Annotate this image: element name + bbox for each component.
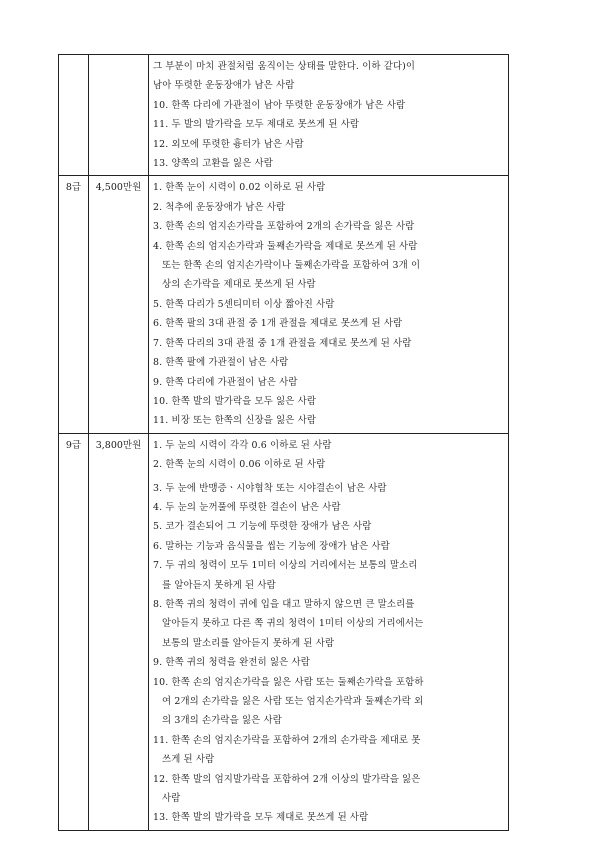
description-line: 13. 양쪽의 고환을 잃은 사람 bbox=[153, 158, 273, 170]
description-line: 2. 한쪽 눈의 시력이 0.06 이하로 된 사람 bbox=[153, 459, 326, 471]
description-line: 3. 한쪽 손의 엄지손가락을 포함하여 2개의 손가락을 잃은 사람 bbox=[153, 221, 415, 233]
description-line: 7. 한쪽 다리의 3대 관절 중 1개 관절을 제대로 못쓰게 된 사람 bbox=[153, 337, 412, 349]
description-line: 또는 한쪽 손의 엄지손가락이나 둘째손가락을 포함하여 3개 이 bbox=[162, 260, 421, 272]
table-row bbox=[59, 176, 509, 433]
description-line: 보통의 말소리를 알아듣지 못하게 된 사람 bbox=[162, 637, 335, 649]
description-line: 13. 한쪽 발의 발가락을 모두 제대로 못쓰게 된 사람 bbox=[153, 812, 369, 824]
description-line: 4. 한쪽 손의 엄지손가락과 둘째손가락을 제대로 못쓰게 된 사람 bbox=[153, 240, 418, 252]
amount-cell: 3,800만원 bbox=[89, 433, 149, 830]
grade-cell bbox=[59, 55, 89, 176]
description-cell bbox=[149, 55, 509, 176]
description-line: 9. 한쪽 귀의 청력을 완전히 잃은 사람 bbox=[153, 657, 310, 669]
description-line: 10. 한쪽 발의 발가락을 모두 잃은 사람 bbox=[153, 395, 317, 407]
description-line: 쓰게 된 사람 bbox=[162, 754, 215, 766]
description-line: 10. 한쪽 손의 엄지손가락을 잃은 사람 또는 둘째손가락을 포함하 bbox=[153, 676, 424, 688]
description-line: 사람 bbox=[162, 793, 181, 805]
amount-cell: 4,500만원 bbox=[89, 176, 149, 433]
description-line: 알아듣지 못하고 다른 쪽 귀의 청력이 1미터 이상의 거리에서는 bbox=[162, 618, 424, 630]
description-cell bbox=[149, 176, 509, 433]
description-line: 4. 두 눈의 눈꺼풀에 뚜렷한 결손이 남은 사람 bbox=[153, 501, 341, 513]
description-line: 11. 두 발의 발가락을 모두 제대로 못쓰게 된 사람 bbox=[153, 119, 360, 131]
description-line: 5. 코가 결손되어 그 기능에 뚜렷한 장애가 남은 사람 bbox=[153, 521, 372, 533]
grade-cell: 9급 bbox=[59, 433, 89, 830]
description-line: 1. 두 눈의 시력이 각각 0.6 이하로 된 사람 bbox=[153, 439, 332, 451]
description-line: 2. 척추에 운동장애가 남은 사람 bbox=[153, 201, 286, 213]
table-row bbox=[59, 55, 509, 176]
description-line: 12. 한쪽 발의 엄지발가락을 포함하여 2개 이상의 발가락을 잃은 bbox=[153, 773, 421, 785]
description-line: 11. 비장 또는 한쪽의 신장을 잃은 사람 bbox=[153, 415, 317, 427]
description-line: 9. 한쪽 다리에 가관절이 남은 사람 bbox=[153, 376, 298, 388]
description-line: 5. 한쪽 다리가 5센티미터 이상 짧아진 사람 bbox=[153, 298, 335, 310]
description-line: 의 3개의 손가락을 잃은 사람 bbox=[162, 715, 282, 727]
grade-cell: 8급 bbox=[59, 176, 89, 433]
description-line: 상의 손가락을 제대로 못쓰게 된 사람 bbox=[162, 279, 316, 291]
description-line: 3. 두 눈에 반맹증ㆍ시야협착 또는 시야결손이 남은 사람 bbox=[153, 482, 387, 494]
description-line: 그 부분이 마치 관절처럼 움직이는 상태를 말한다. 이하 같다)이 bbox=[153, 61, 416, 72]
table-row bbox=[59, 433, 509, 830]
description-line: 여 2개의 손가락을 잃은 사람 또는 엄지손가락과 둘째손가락 외 bbox=[162, 696, 424, 707]
amount-cell bbox=[89, 55, 149, 176]
description-line: 11. 한쪽 손의 엄지손가락을 포함하여 2개의 손가락을 제대로 못 bbox=[153, 734, 421, 746]
description-line: 10. 한쪽 다리에 가관절이 남아 뚜렷한 운동장애가 남은 사람 bbox=[153, 99, 406, 111]
description-line: 6. 한쪽 팔의 3대 관절 중 1개 관절을 제대로 못쓰게 된 사람 bbox=[153, 318, 403, 330]
description-line: 8. 한쪽 귀의 청력이 귀에 입을 대고 말하지 않으면 큰 말소리를 bbox=[153, 598, 415, 610]
disability-grade-table bbox=[58, 54, 509, 831]
description-line: 8. 한쪽 팔에 가관절이 남은 사람 bbox=[153, 357, 289, 369]
description-line: 1. 한쪽 눈이 시력이 0.02 이하로 된 사람 bbox=[153, 182, 326, 194]
description-line: 7. 두 귀의 청력이 모두 1미터 이상의 거리에서는 보통의 말소리 bbox=[153, 560, 418, 572]
description-line: 남아 뚜렷한 운동장애가 남은 사람 bbox=[153, 80, 295, 92]
description-line: 를 알아듣지 못하게 된 사람 bbox=[162, 579, 276, 591]
description-cell bbox=[149, 433, 509, 830]
description-line: 6. 말하는 기능과 음식물을 씹는 기능에 장애가 남은 사람 bbox=[153, 540, 390, 552]
description-line: 12. 외모에 뚜렷한 흉터가 남은 사람 bbox=[153, 138, 304, 150]
